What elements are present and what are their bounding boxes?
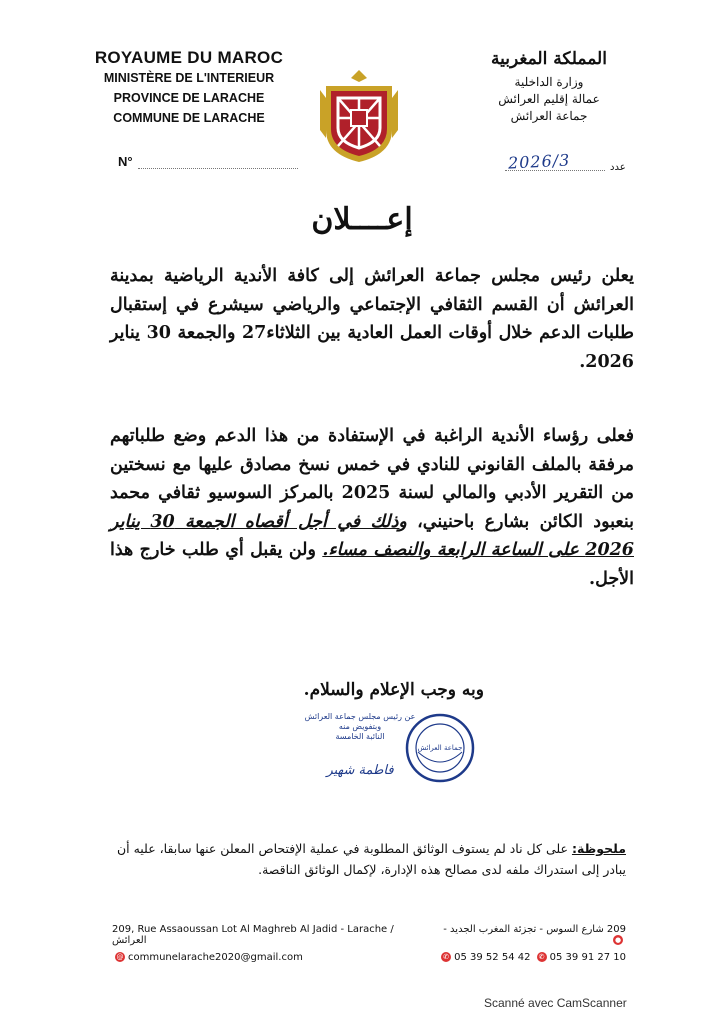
note-label: ملحوظة: [571, 841, 626, 856]
paragraph-1: يعلن رئيس مجلس جماعة العرائش إلى كافة الأندية الرياضية بمدينة العرائش أن القسم الثقافي الإجتماعي والرياضي سيشرع في إستقبال طلبات الدعم خلال أوقات العمل العادية بين الثلاثاء27 والجمعة 30 يناير 2026. [110, 266, 634, 372]
number-label-ar: عدد [610, 162, 626, 173]
ministry-fr: MINISTÈRE DE L'INTERIEUR [103, 71, 275, 85]
email[interactable]: communelarache2020@gmail.com [128, 951, 303, 963]
note-text: على كل ناد لم يستوف الوثائق المطلوبة في عملية الإفتحاص المعلن عنها سابقا، عليه أن يبادر إلى استدراك ملفه لدى مصالح هذه الإدارة، لإكمال الوثائق الناقصة. [116, 841, 626, 877]
number-dotted-line [138, 168, 298, 169]
signature-line-3: النائبة الخامسة [335, 732, 385, 741]
phone-1: 05 39 52 54 42 [454, 951, 531, 963]
handwritten-number: 2026/3 [507, 150, 571, 173]
announcement-title: إعــــلان [311, 202, 413, 237]
phone-icon: ✆ [441, 952, 451, 962]
email-icon: @ [116, 952, 124, 961]
coat-of-arms-icon [318, 68, 400, 164]
stamp-text: جماعة العرائش [417, 744, 463, 752]
scanner-watermark: Scanné avec CamScanner [484, 996, 627, 1010]
signature-line-1: عن رئيس مجلس جماعة العرائش [304, 712, 416, 721]
commune-ar: جماعة العرائش [510, 109, 588, 123]
signatory-name: فاطمة شهير [326, 763, 394, 778]
paragraph-2-start: فعلى رؤساء الأندية الراغبة في الإستفادة من هذا الدعم وضع طلباتهم مرفقة بالملف القانوني للنادي في خمس نسخ مصادق عليها مع نسختين من التقرير الأدبي والمالي لسنة 2025 بالمركز السوسيو ثقافي محمد بنعبود الكائن بشارع باحنيني، [110, 426, 634, 532]
kingdom-name-ar: المملكة المغربية [491, 49, 607, 69]
province-ar: عمالة إقليم العرائش [498, 92, 600, 106]
location-icon: ● [614, 936, 622, 944]
closing-line: وبه وجب الإعلام والسلام. [303, 680, 484, 700]
commune-fr: COMMUNE DE LARACHE [113, 111, 265, 125]
province-fr: PROVINCE DE LARACHE [113, 91, 265, 105]
footer [112, 924, 626, 968]
paragraph-2-end: ولن يقبل أي طلب خارج هذا الأجل. [110, 540, 634, 589]
reference-dotted-line [505, 170, 605, 171]
deadline-emphasis: وذلك في أجل أقصاه الجمعة 30 يناير 2026 على الساعة الرابعة والنصف مساء. [110, 511, 634, 560]
phone-2: 05 39 91 27 10 [549, 951, 626, 963]
signature-line-2: وبتفويض منه [338, 722, 382, 731]
french-letterhead [84, 48, 294, 128]
ministry-ar: وزارة الداخلية [514, 75, 584, 89]
address-ar: 209 شارع السوس - تجزئة المغرب الجديد - [443, 924, 626, 935]
signature-block [300, 712, 420, 776]
number-label: N° [118, 154, 133, 169]
paragraph-2 [110, 422, 634, 593]
fax-icon: ✆ [537, 952, 547, 962]
address-fr: 209, Rue Assaoussan Lot Al Maghreb Al Jadid - Larache / العرائش [112, 924, 394, 946]
arabic-letterhead [464, 44, 634, 125]
official-stamp-icon [404, 712, 476, 784]
note-block [112, 838, 626, 880]
kingdom-name-fr: ROYAUME DU MAROC [94, 48, 284, 67]
